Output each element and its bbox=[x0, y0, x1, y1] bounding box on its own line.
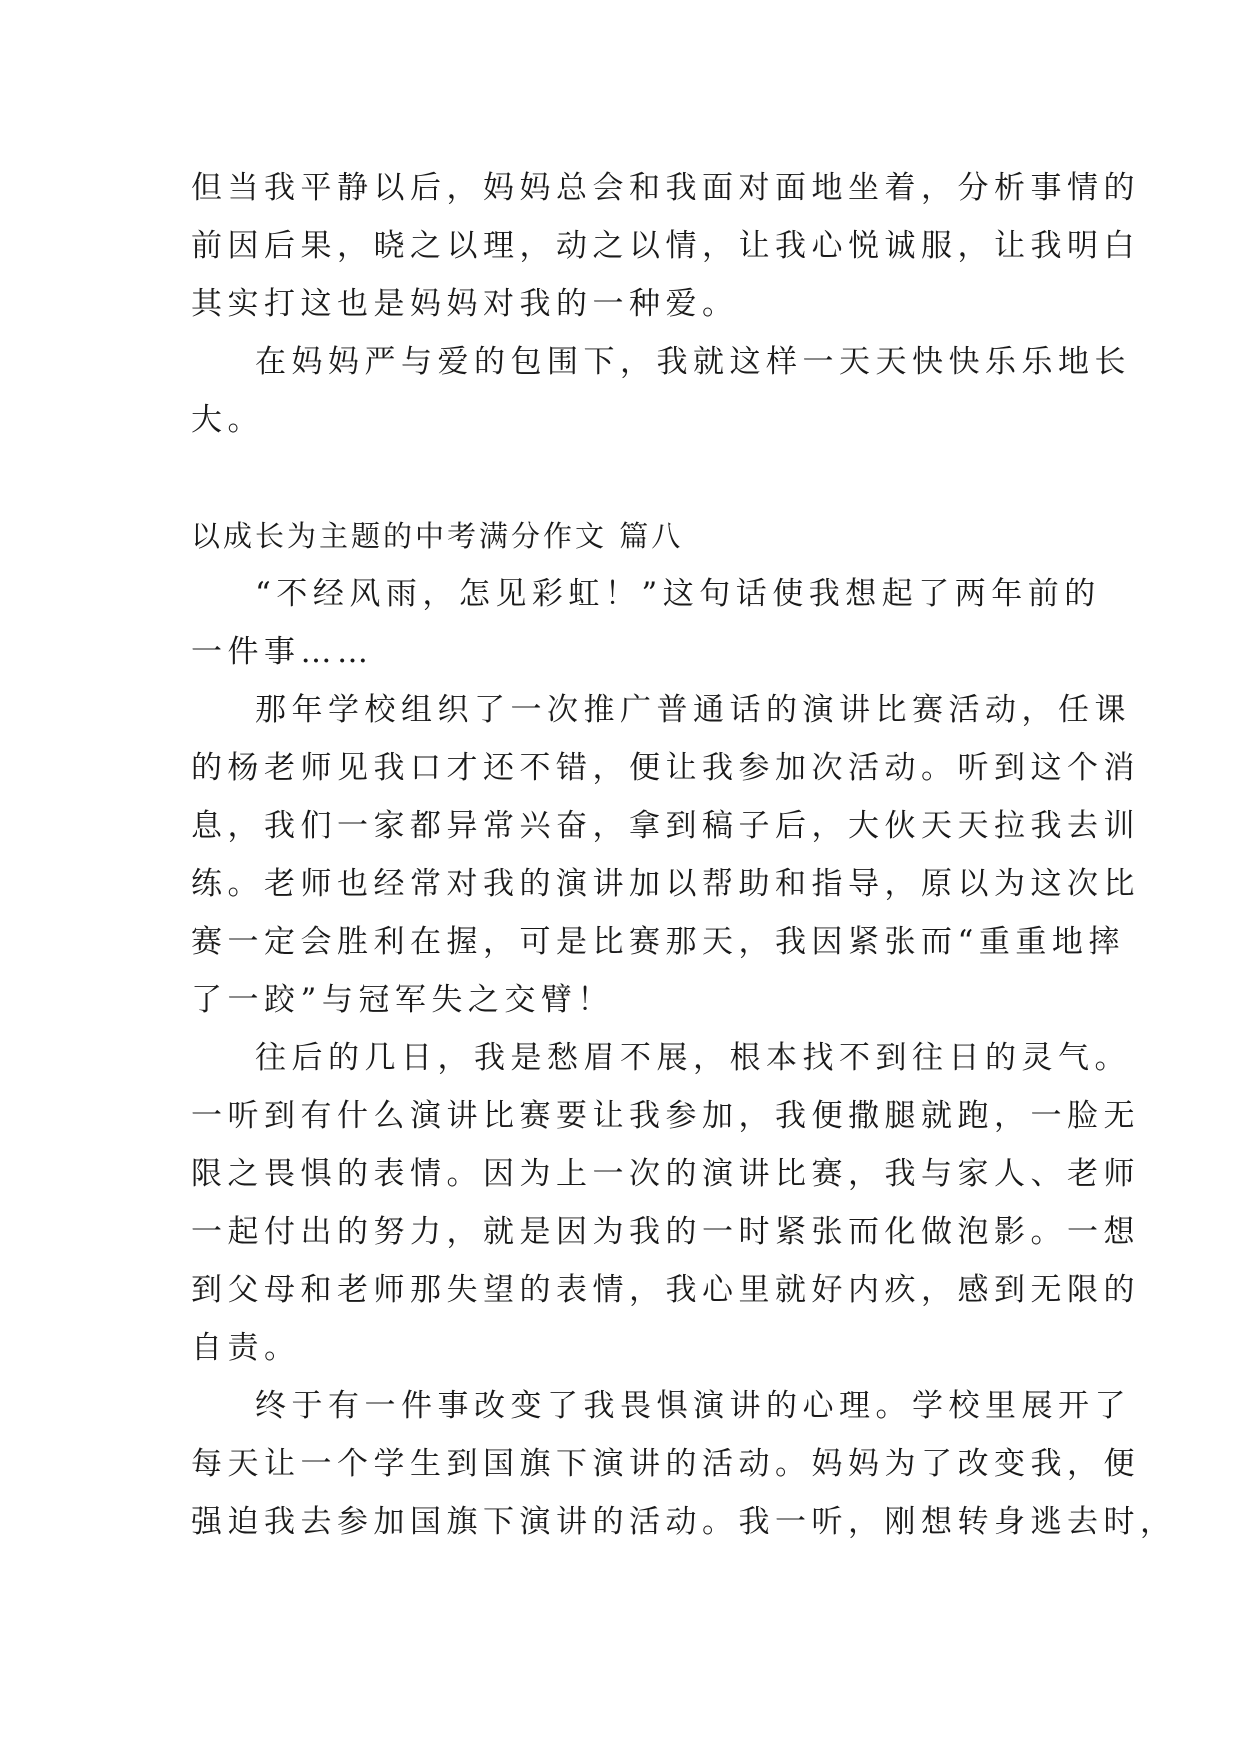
body-text-line: 练。老师也经常对我的演讲加以帮助和指导，原以为这次比 bbox=[191, 866, 1140, 902]
section-heading: 以成长为主题的中考满分作文 篇八 bbox=[191, 519, 684, 553]
paragraph-first-line: 终于有一件事改变了我畏惧演讲的心理。学校里展开了 bbox=[255, 1388, 1131, 1424]
body-text-line: 一件事…… bbox=[191, 634, 374, 670]
body-text-line: 的杨老师见我口才还不错，便让我参加次活动。听到这个消 bbox=[191, 750, 1140, 786]
body-text-line: 一听到有什么演讲比赛要让我参加，我便撒腿就跑，一脸无 bbox=[191, 1098, 1140, 1134]
body-text-line: 赛一定会胜利在握，可是比赛那天，我因紧张而“重重地摔 bbox=[191, 924, 1125, 960]
body-text-line: 强迫我去参加国旗下演讲的活动。我一听，刚想转身逃去时， bbox=[191, 1504, 1177, 1540]
body-text-line: 但当我平静以后，妈妈总会和我面对面地坐着，分析事情的 bbox=[191, 170, 1140, 206]
paragraph-first-line: 那年学校组织了一次推广普通话的演讲比赛活动，任课 bbox=[255, 692, 1131, 728]
body-text-line: 到父母和老师那失望的表情，我心里就好内疚，感到无限的 bbox=[191, 1272, 1140, 1308]
body-text-line: 其实打这也是妈妈对我的一种爱。 bbox=[191, 286, 739, 322]
paragraph-first-line: 在妈妈严与爱的包围下，我就这样一天天快快乐乐地长 bbox=[255, 344, 1131, 380]
body-text-line: 大。 bbox=[191, 402, 264, 438]
body-text-line: 限之畏惧的表情。因为上一次的演讲比赛，我与家人、老师 bbox=[191, 1156, 1140, 1192]
body-text-line: 息，我们一家都异常兴奋，拿到稿子后，大伙天天拉我去训 bbox=[191, 808, 1140, 844]
body-text-line: 前因后果，晓之以理，动之以情，让我心悦诚服，让我明白 bbox=[191, 228, 1140, 264]
body-text-line: 一起付出的努力，就是因为我的一时紧张而化做泡影。一想 bbox=[191, 1214, 1140, 1250]
paragraph-first-line: “不经风雨，怎见彩虹！”这句话使我想起了两年前的 bbox=[255, 576, 1101, 612]
body-text-line: 了一跤”与冠军失之交臂！ bbox=[191, 982, 614, 1018]
body-text-line: 自责。 bbox=[191, 1330, 301, 1366]
body-text-line: 每天让一个学生到国旗下演讲的活动。妈妈为了改变我，便 bbox=[191, 1446, 1140, 1482]
paragraph-first-line: 往后的几日，我是愁眉不展，根本找不到往日的灵气。 bbox=[255, 1040, 1131, 1076]
